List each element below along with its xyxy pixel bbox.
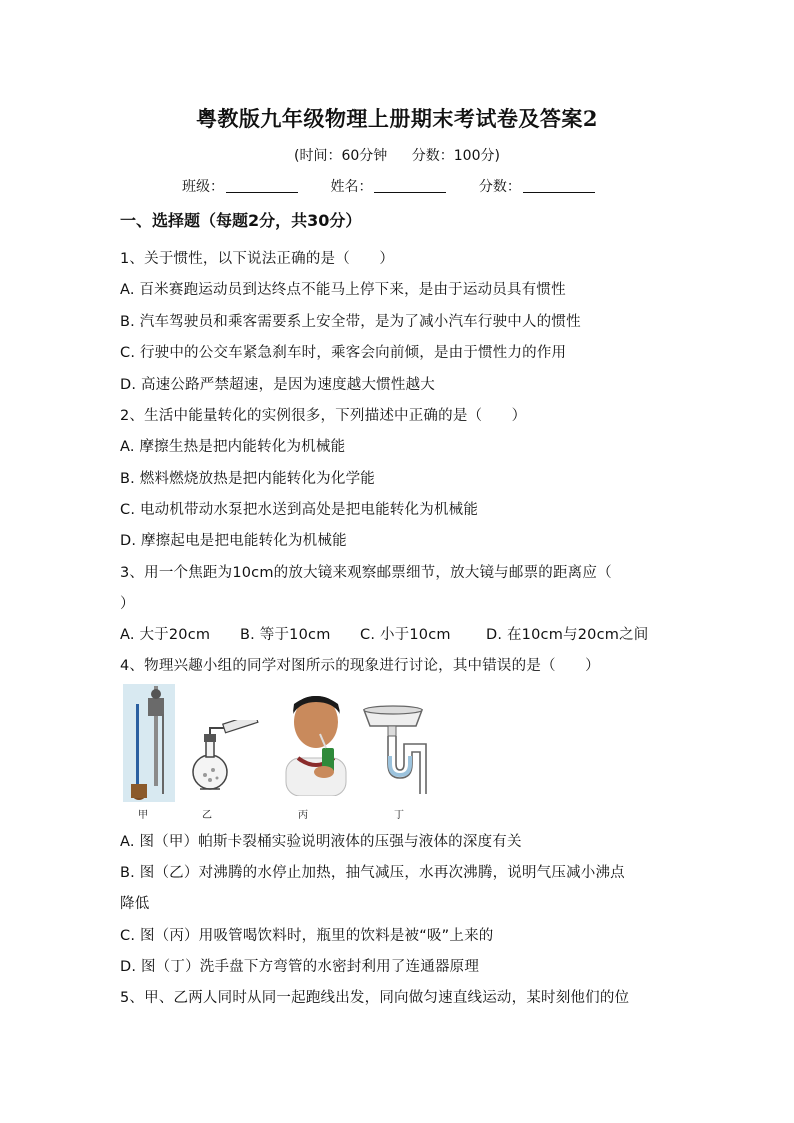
q4-option-b-cont: 降低	[120, 896, 150, 912]
score-label: 分数：	[478, 179, 521, 195]
sink-trap-figure	[360, 704, 430, 796]
name-label: 姓名：	[330, 179, 373, 195]
class-label: 班级：	[182, 179, 224, 195]
q3-option-a: A. 大于20cm	[120, 627, 211, 643]
q4-figures	[120, 682, 440, 822]
q4-option-d: D. 图（丁）洗手盘下方弯管的水密封利用了连通器原理	[120, 959, 480, 975]
q4-option-a: A. 图（甲）帕斯卡裂桶实验说明液体的压强与液体的深度有关	[120, 834, 522, 850]
fig-label-jia: 甲	[138, 810, 148, 821]
total-score: 分数：100分)	[411, 148, 500, 164]
q1-option-c: C. 行驶中的公交车紧急刹车时，乘客会向前倾，是由于惯性力的作用	[120, 345, 567, 361]
boy-drinking-figure	[278, 692, 354, 796]
q1-stem: 1、关于惯性，以下说法正确的是（ ）	[120, 251, 395, 267]
flask-syringe-figure	[190, 720, 270, 800]
q1-option-a: A. 百米赛跑运动员到达终点不能马上停下来，是由于运动员具有惯性	[120, 282, 566, 298]
q3-option-b: B. 等于10cm	[240, 627, 331, 643]
q2-option-c: C. 电动机带动水泵把水送到高处是把电能转化为机械能	[120, 502, 479, 518]
fig-label-ding: 丁	[394, 810, 404, 821]
q1-option-b: B. 汽车驾驶员和乘客需要系上安全带，是为了减小汽车行驶中人的惯性	[120, 314, 581, 330]
page-title: 粤教版九年级物理上册期末考试卷及答案2	[195, 106, 599, 131]
class-field	[182, 176, 298, 196]
section-heading: 一、选择题（每题2分，共30分）	[120, 211, 362, 230]
q2-stem: 2、生活中能量转化的实例很多，下列描述中正确的是（ ）	[120, 408, 527, 424]
name-blank[interactable]	[374, 178, 446, 193]
q2-option-b: B. 燃料燃烧放热是把内能转化为化学能	[120, 471, 375, 487]
q3-options	[120, 623, 648, 644]
q3-option-d: D. 在10cm与20cm之间	[486, 627, 649, 643]
fig-label-bing: 丙	[298, 810, 308, 821]
score-blank[interactable]	[523, 178, 595, 193]
q5-stem: 5、甲、乙两人同时从同一起跑线出发，同向做匀速直线运动，某时刻他们的位	[120, 990, 630, 1006]
q4-option-b: B. 图（乙）对沸腾的水停止加热，抽气减压，水再次沸腾，说明气压减小沸点	[120, 865, 625, 881]
q3-stem-cont: ）	[120, 596, 135, 612]
class-blank[interactable]	[226, 178, 298, 193]
q4-option-c: C. 图（丙）用吸管喝饮料时，瓶里的饮料是被“吸”上来的	[120, 928, 494, 944]
q2-option-d: D. 摩擦起电是把电能转化为机械能	[120, 533, 347, 549]
pascal-barrel-figure	[123, 684, 175, 802]
time-limit: (时间：60分钟	[294, 148, 388, 164]
exam-meta	[0, 145, 794, 165]
q3-option-c: C. 小于10cm	[360, 627, 451, 643]
student-fields	[182, 176, 623, 196]
q3-stem: 3、用一个焦距为10cm的放大镜来观察邮票细节，放大镜与邮票的距离应（	[120, 565, 612, 581]
q2-option-a: A. 摩擦生热是把内能转化为机械能	[120, 439, 346, 455]
fig-label-yi: 乙	[202, 810, 212, 821]
q1-option-d: D. 高速公路严禁超速，是因为速度越大惯性越大	[120, 377, 435, 393]
score-field	[479, 176, 595, 196]
name-field	[330, 176, 446, 196]
q4-stem: 4、物理兴趣小组的同学对图所示的现象进行讨论，其中错误的是（ ）	[120, 658, 600, 674]
